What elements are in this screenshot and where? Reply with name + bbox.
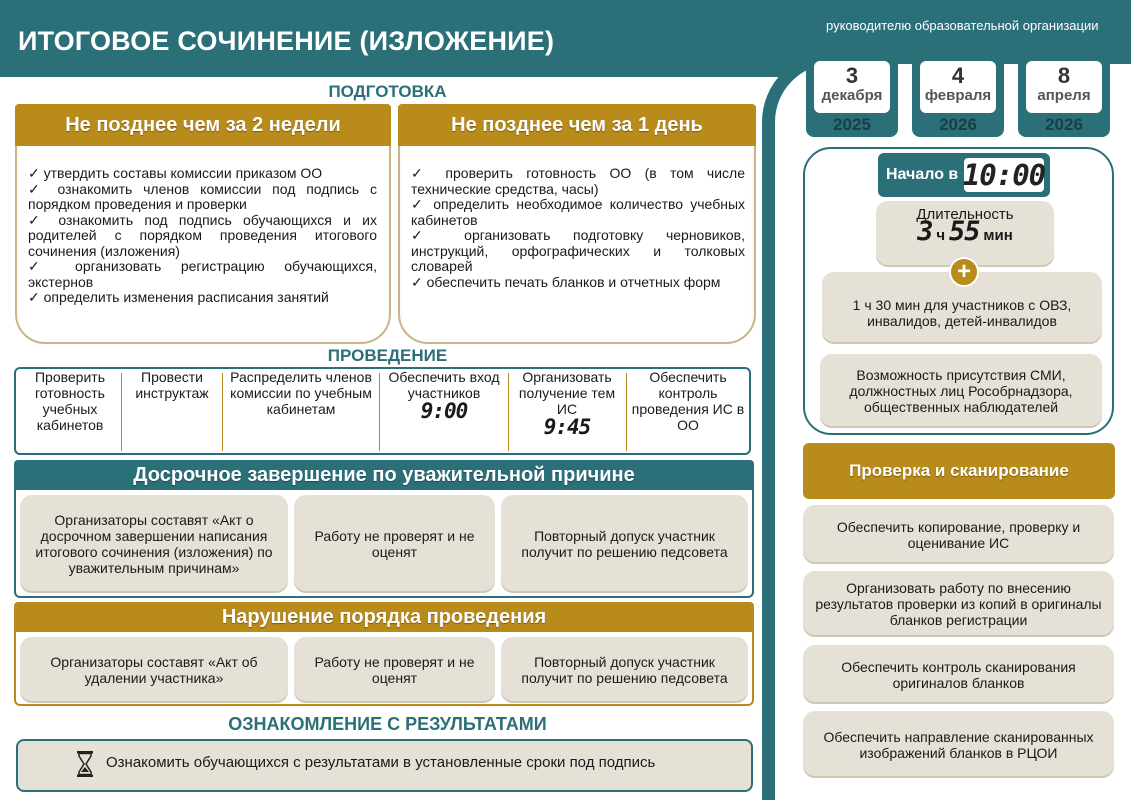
duration-hours: 3 xyxy=(917,216,933,247)
start-time-value: 10:00 xyxy=(962,158,1046,192)
divider xyxy=(379,373,380,451)
results-text: Ознакомить обучающихся с результатами в установленные сроки под подпись xyxy=(106,754,656,771)
section-title-results: ОЗНАКОМЛЕНИЕ С РЕЗУЛЬТАТАМИ xyxy=(228,714,547,734)
conduct-step-text: Распределить членов комиссии по учебным кабинетам xyxy=(230,369,372,417)
checking-item: Организовать работу по внесению результатов проверки из копий в оригиналы бланков регистрации xyxy=(803,571,1114,637)
section-title-preparation: ПОДГОТОВКА xyxy=(328,82,447,101)
date-day: 8 xyxy=(1057,63,1071,88)
violation-card: Повторный допуск участник получит по решению педсовета xyxy=(501,637,748,703)
early-finish-card: Работу не проверят и не оценят xyxy=(294,495,495,593)
conduct-step xyxy=(511,369,623,453)
prep-one-day-list xyxy=(411,166,745,290)
page-title: ИТОГОВОЕ СОЧИНЕНИЕ (ИЗЛОЖЕНИЕ) xyxy=(18,26,555,56)
list-item: ✓ организовать подготовку черновиков, инструкций, орфографических и толковых словарей xyxy=(411,227,745,274)
conduct-step xyxy=(630,369,746,453)
list-item: ✓ определить необходимое количество учебных кабинетов xyxy=(411,196,745,228)
violation-card: Работу не проверят и не оценят xyxy=(294,637,495,703)
prep-two-weeks-heading: Не позднее чем за 2 недели xyxy=(15,104,391,146)
audience-label: руководителю образовательной организации xyxy=(826,18,1099,33)
presence-card: Возможность присутствия СМИ, должностных лиц Рособрнадзора, общественных наблюдателей xyxy=(820,354,1102,428)
list-item: ✓ утвердить составы комиссии приказом ОО xyxy=(28,165,323,181)
start-time-badge xyxy=(878,153,1050,197)
date-card-3 xyxy=(1018,55,1110,137)
conduct-step-text: Проверить готовность учебных кабинетов xyxy=(34,369,105,433)
duration-minutes-unit: мин xyxy=(983,227,1013,244)
prep-one-day-heading: Не позднее чем за 1 день xyxy=(398,104,756,146)
date-day: 3 xyxy=(845,63,859,88)
date-card-2 xyxy=(912,55,1004,137)
checking-item: Обеспечить контроль сканирования оригиналов бланков xyxy=(803,645,1114,704)
list-item: ✓ обеспечить печать бланков и отчетных форм xyxy=(411,273,721,290)
list-item: ✓ ознакомить под подпись обучающихся и их родителей с порядком проведения итогового сочинения (изложения) xyxy=(28,211,377,259)
conduct-step-time: 9:00 xyxy=(420,399,468,423)
plus-icon: + xyxy=(949,257,979,287)
date-month: апреля xyxy=(1037,87,1091,104)
date-year: 2026 xyxy=(939,115,977,134)
conduct-step-text: Обеспечить контроль проведения ИС в ОО xyxy=(631,369,745,433)
violation-card: Организаторы составят «Акт об удалении участника» xyxy=(20,637,288,703)
conduct-step-time: 9:45 xyxy=(543,415,591,439)
hourglass-icon xyxy=(76,750,94,778)
start-time-label: Начало в xyxy=(886,166,959,183)
conduct-step xyxy=(22,369,118,453)
date-year: 2025 xyxy=(833,115,871,134)
early-finish-card: Повторный допуск участник получит по решению педсовета xyxy=(501,495,748,593)
checking-item: Обеспечить копирование, проверку и оценивание ИС xyxy=(803,505,1114,564)
conduct-step xyxy=(124,369,220,453)
date-card-1 xyxy=(806,55,898,137)
date-day: 4 xyxy=(951,63,965,88)
duration-minutes: 55 xyxy=(948,216,980,247)
list-item: ✓ определить изменения расписания занятий xyxy=(28,289,329,305)
checking-heading: Проверка и сканирование xyxy=(803,443,1115,499)
checking-item: Обеспечить направление сканированных изображений бланков в РЦОИ xyxy=(803,711,1114,778)
extra-time-card: 1 ч 30 мин для участников с ОВЗ, инвалидов, детей-инвалидов xyxy=(822,272,1102,344)
duration-hours-unit: ч xyxy=(936,227,946,244)
conduct-step-text: Организовать получение тем ИС xyxy=(518,369,616,417)
prep-two-weeks-list xyxy=(28,166,377,306)
violation-heading: Нарушение порядка проведения xyxy=(14,602,754,632)
conduct-step-text: Провести инструктаж xyxy=(135,369,209,401)
list-item: ✓ ознакомить членов комиссии под подпись с порядком проведения и проверки xyxy=(28,180,377,212)
date-year: 2026 xyxy=(1045,115,1083,134)
date-month: декабря xyxy=(821,87,883,104)
date-month: февраля xyxy=(924,87,992,104)
list-item: ✓ организовать регистрацию обучающихся, экстернов xyxy=(28,258,377,290)
early-finish-heading: Досрочное завершение по уважительной причине xyxy=(14,460,754,490)
divider xyxy=(121,373,122,451)
section-title-conduct: ПРОВЕДЕНИЕ xyxy=(327,346,448,365)
results-box xyxy=(16,739,753,792)
divider xyxy=(626,373,627,451)
early-finish-card: Организаторы составят «Акт о досрочном завершении написания итогового сочинения (изложения) по уважительным причинам» xyxy=(20,495,288,593)
conduct-step xyxy=(226,369,376,453)
conduct-step-text: Обеспечить вход участников xyxy=(388,369,500,401)
conduct-step xyxy=(382,369,506,453)
divider xyxy=(508,373,509,451)
duration-label: Длительность xyxy=(916,206,1014,223)
divider xyxy=(222,373,223,451)
list-item: ✓ проверить готовность ОО (в том числе технические средства, часы) xyxy=(411,165,745,197)
